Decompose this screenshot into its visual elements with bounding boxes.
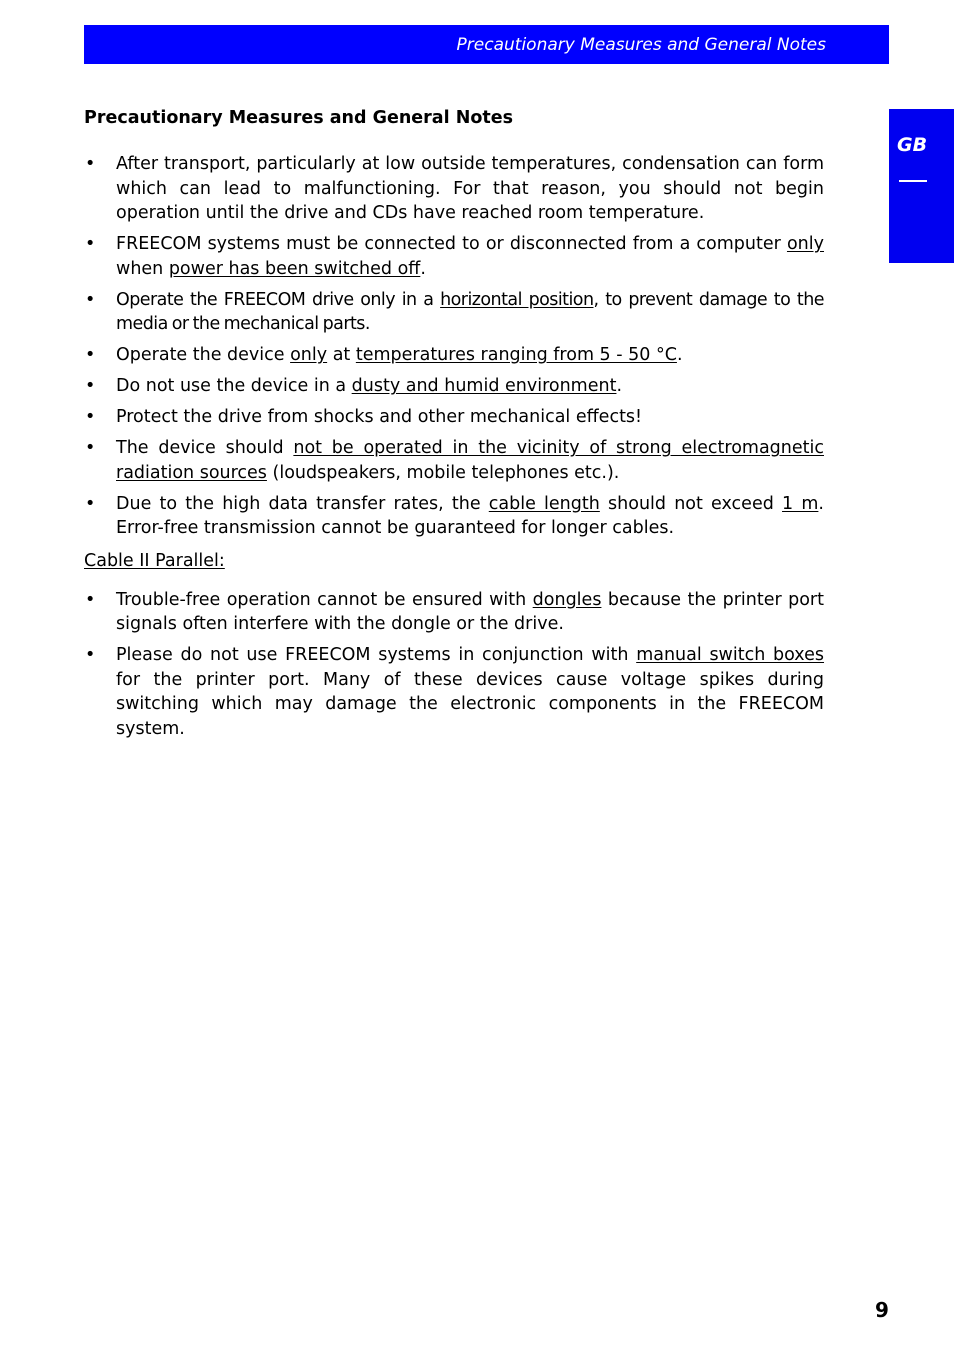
precautions-list — [84, 152, 824, 541]
underlined-text: manual switch boxes — [636, 645, 825, 666]
list-item — [84, 152, 824, 226]
list-item-text: Trouble-free operation cannot be ensured with — [116, 589, 533, 610]
list-item-text: Do not use the device in a — [116, 376, 352, 397]
language-tab — [889, 109, 954, 263]
list-item — [84, 232, 824, 281]
underlined-text: temperatures ranging from 5 - 50 °C — [355, 345, 677, 366]
list-item-text: . Error-free transmission cannot be guaranteed for longer cables. — [116, 493, 824, 539]
underlined-text: dusty and humid environment — [351, 376, 617, 397]
list-item-text: After transport, particularly at low outside temperatures, condensation can form which can lead to malfunctioning. For that reason, you should not begin operation until the drive and CDs have reached room temperature. — [116, 154, 824, 224]
underlined-text: only — [786, 234, 824, 255]
list-item-text: Operate the device — [116, 345, 291, 366]
underlined-text: dongles — [532, 589, 602, 610]
cable-subheading-text: Cable II Parallel: — [84, 551, 225, 572]
list-item — [84, 643, 824, 741]
list-item-text: at — [327, 345, 356, 366]
list-item — [84, 492, 824, 541]
language-tab-underline — [899, 180, 927, 182]
header-bar — [84, 25, 889, 64]
list-item-text: . — [616, 376, 623, 397]
list-item-text: . — [420, 258, 426, 279]
list-item-text: . — [676, 345, 683, 366]
list-item — [84, 436, 824, 485]
underlined-text: power has been switched off — [168, 258, 421, 279]
list-item-text: FREECOM systems must be connected to or disconnected from a computer — [116, 234, 787, 255]
underlined-text: horizontal position — [440, 289, 594, 310]
language-tab-label: GB — [897, 134, 928, 156]
underlined-text: only — [290, 345, 328, 366]
list-item-text: Due to the high data transfer rates, the — [116, 493, 489, 514]
underlined-text: cable length — [488, 493, 600, 514]
main-content — [84, 106, 824, 748]
section-heading: Precautionary Measures and General Notes — [84, 108, 514, 128]
list-item-text: when — [116, 258, 169, 279]
list-item-text: for the printer port. Many of these devices cause voltage spikes during switching which may damage the electronic components in the FREECOM system. — [116, 669, 824, 739]
list-item — [84, 288, 824, 337]
list-item-text: (loudspeakers, mobile telephones etc.). — [266, 462, 620, 483]
underlined-text: 1 m — [782, 493, 819, 514]
list-item-text: Protect the drive from shocks and other mechanical effects! — [116, 407, 643, 428]
list-item — [84, 405, 824, 430]
underlined-text: not be operated in the vicinity of strong electromagnetic radiation sources — [116, 438, 824, 483]
cable-subheading — [84, 549, 824, 574]
page-number: 9 — [875, 1298, 889, 1322]
list-item-text: Operate the FREECOM drive only in a — [116, 289, 441, 310]
list-item — [84, 374, 824, 399]
list-item — [84, 588, 824, 637]
header-title: Precautionary Measures and General Notes — [456, 35, 826, 55]
list-item-text: The device should — [116, 438, 294, 459]
list-item-text: should not exceed — [599, 493, 783, 514]
list-item — [84, 343, 824, 368]
cable-notes-list — [84, 588, 824, 742]
list-item-text: Please do not use FREECOM systems in conjunction with — [116, 645, 637, 666]
list-item-text: because the printer port signals often interfere with the dongle or the drive. — [116, 589, 824, 635]
list-item-text: , to prevent damage to the media or the mechanical parts. — [116, 289, 824, 335]
